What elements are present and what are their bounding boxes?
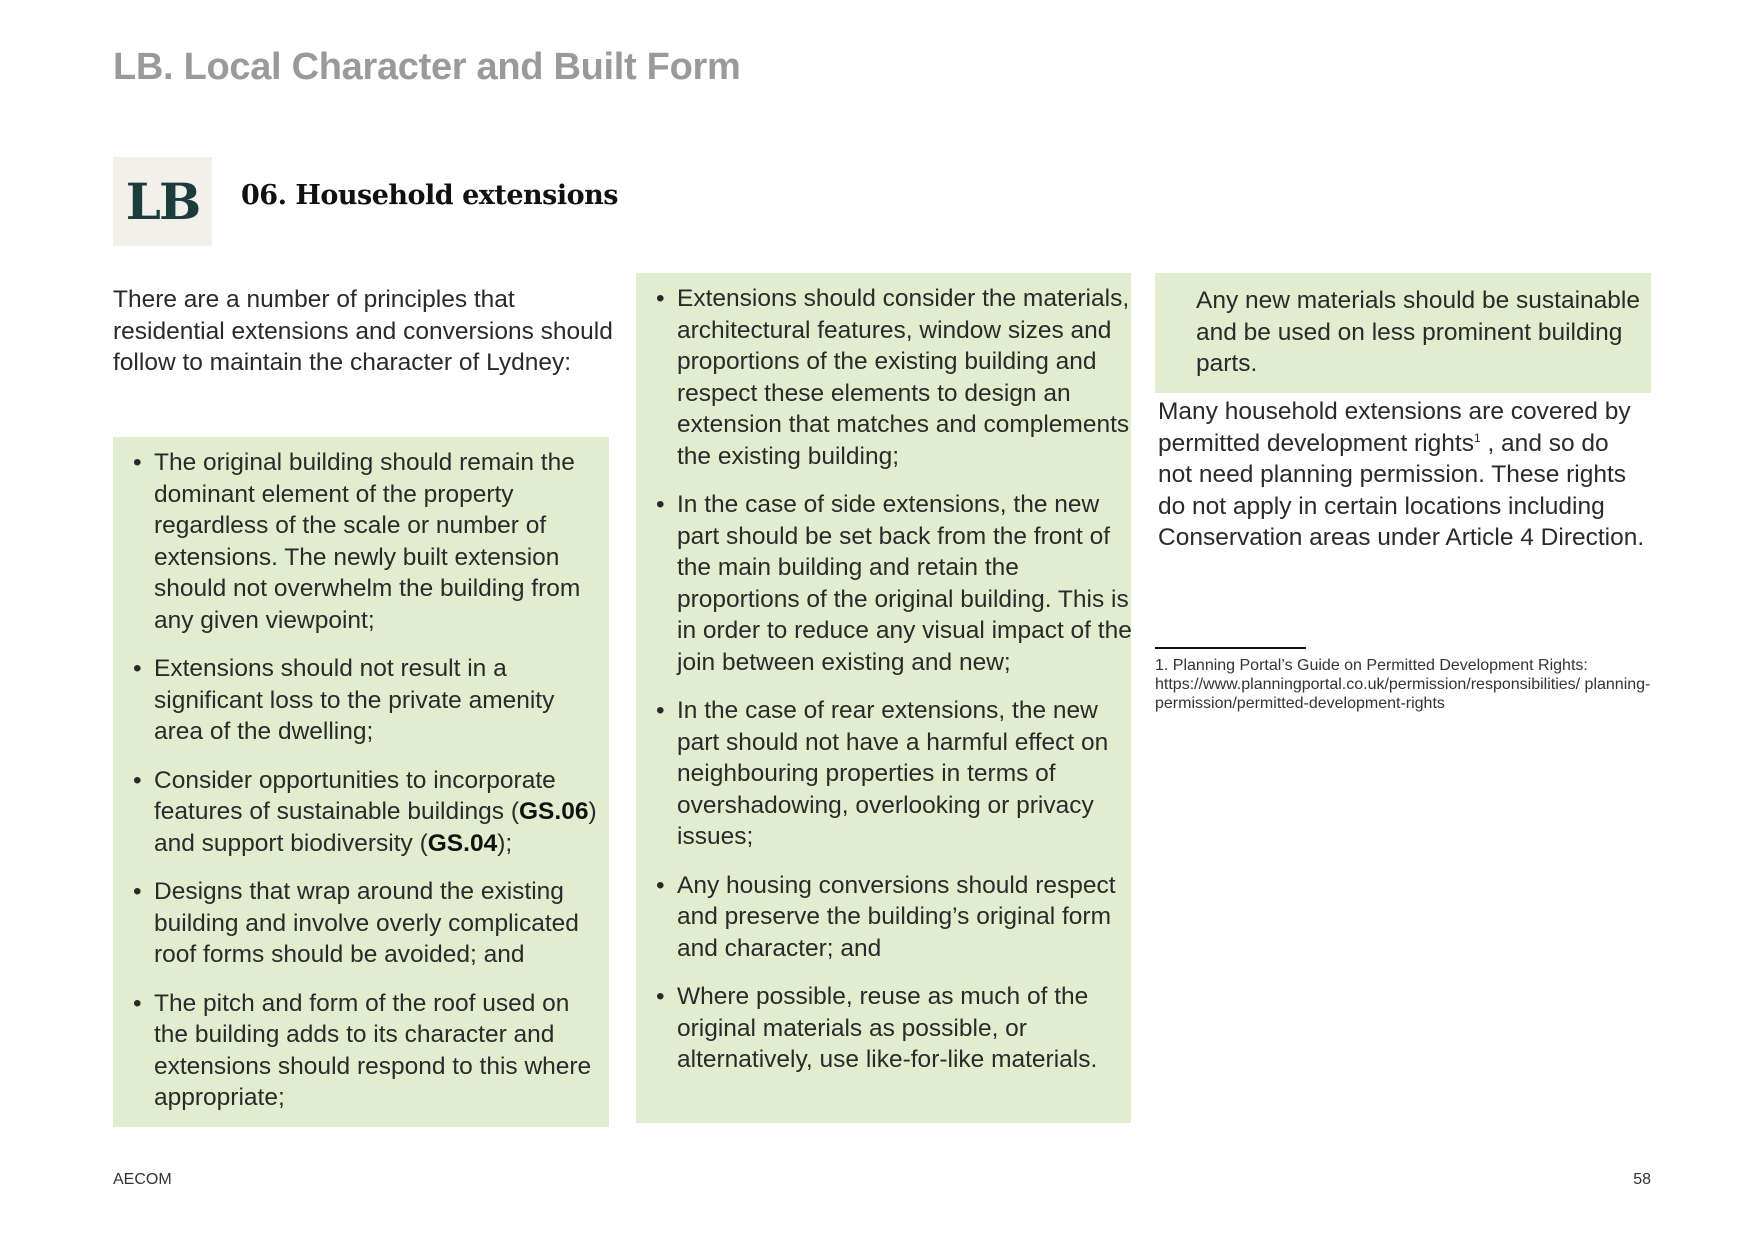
- list-item-text: Any housing conversions should respect and preserve the building’s original form and character; and: [677, 871, 1116, 962]
- list-item-text-part: Consider opportunities to incorporate features of sustainable buildings (: [154, 766, 556, 825]
- page-number: 58: [1633, 1171, 1651, 1188]
- bullet-icon: •: [133, 449, 142, 476]
- principles-box-left: [113, 437, 609, 1127]
- bullet-icon: •: [133, 766, 142, 794]
- list-item: [133, 876, 609, 971]
- list-item-text-part: );: [497, 829, 513, 857]
- list-item-text: [154, 767, 597, 857]
- list-item: [133, 765, 609, 860]
- list-item: [133, 988, 609, 1114]
- footer-company: AECOM: [113, 1171, 172, 1188]
- list-item: [656, 489, 1132, 678]
- principles-box-middle: [636, 273, 1131, 1123]
- bullet-icon: •: [656, 697, 665, 724]
- materials-text: Any new materials should be sustainable and be used on less prominent building parts.: [1196, 287, 1640, 377]
- reference-code-gs06: GS.06: [519, 798, 589, 825]
- list-item: [656, 870, 1132, 965]
- principles-list-middle: [656, 283, 1131, 1076]
- list-item-text: The pitch and form of the roof used on the building adds to its character and extensions should respond to this where appropriate;: [154, 989, 592, 1111]
- list-item-text: Extensions should consider the materials, architectural features, window sizes and proportions of the existing building and respect these elements to design an extension that matches and complements the existing building;: [677, 285, 1130, 470]
- footnote-divider: [1155, 647, 1306, 649]
- materials-box: [1155, 273, 1651, 393]
- list-item: [656, 695, 1132, 853]
- bullet-icon: •: [656, 285, 665, 312]
- list-item-text: Designs that wrap around the existing building and involve overly complicated roof forms should be avoided; and: [154, 878, 579, 968]
- section-title: 06. Household extensions: [241, 180, 618, 211]
- permitted-text-part: , and so do not need planning permission. These rights do not apply in certain locations including Conservation areas under Article 4 Direction.: [1158, 429, 1645, 551]
- principles-list-left: [133, 447, 609, 1114]
- list-item-text-part: ) and support biodiversity (: [154, 798, 597, 857]
- reference-code-gs04: GS.04: [427, 829, 498, 857]
- bullet-icon: •: [656, 491, 665, 518]
- permitted-development-paragraph: [1158, 396, 1648, 554]
- bullet-icon: •: [133, 878, 142, 905]
- list-item-text: Extensions should not result in a significant loss to the private amenity area of the dwelling;: [154, 655, 555, 745]
- list-item: [656, 283, 1132, 472]
- bullet-icon: •: [656, 983, 665, 1010]
- list-item: [133, 653, 609, 748]
- bullet-icon: •: [133, 989, 142, 1017]
- list-item-text: Where possible, reuse as much of the original materials as possible, or alternatively, use like-for-like materials.: [677, 983, 1098, 1073]
- list-item-text: In the case of side extensions, the new part should be set back from the front of the main building and retain the proportions of the original building. This is in order to reduce any visual impact of the join between existing and new;: [677, 491, 1132, 676]
- bullet-icon: •: [133, 655, 142, 682]
- intro-paragraph: There are a number of principles that residential extensions and conversions should follow to maintain the character of Lydney:: [113, 286, 613, 376]
- footnote-text: 1. Planning Portal’s Guide on Permitted Development Rights: https://www.planningportal.co.uk/permission/responsibilities/ planning-permission/permitted-development-rights: [1155, 657, 1651, 712]
- footnote-reference: 1: [1473, 430, 1481, 445]
- page-heading: LB. Local Character and Built Form: [113, 46, 741, 88]
- list-item: [656, 981, 1132, 1076]
- section-badge: LB: [113, 157, 212, 246]
- list-item-text: In the case of rear extensions, the new part should not have a harmful effect on neighbouring properties in terms of overshadowing, overlooking or privacy issues;: [677, 697, 1109, 850]
- list-item-text: The original building should remain the dominant element of the property regardless of the scale or number of extensions. The newly built extension should not overwhelm the building from any given viewpoint;: [154, 449, 581, 634]
- permitted-text-part: Many household extensions are covered by permitted development rights: [1158, 398, 1631, 457]
- bullet-icon: •: [656, 871, 665, 899]
- list-item: [133, 447, 609, 636]
